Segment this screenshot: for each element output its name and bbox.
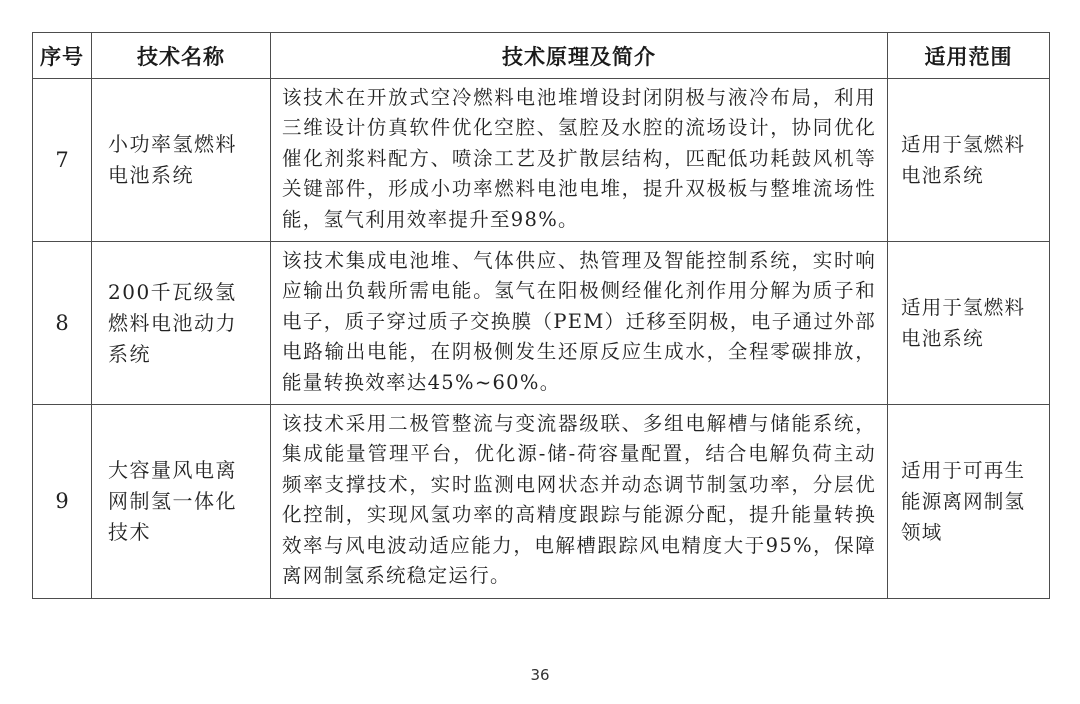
page-number: 36 — [530, 666, 550, 684]
row-scope: 适用于氢燃料电池系统 — [888, 242, 1050, 405]
table-row — [33, 242, 1050, 405]
row-serial-number: 8 — [33, 242, 92, 405]
header-technology-name: 技术名称 — [92, 33, 271, 79]
row-technology-name: 小功率氢燃料电池系统 — [92, 79, 271, 242]
header-scope: 适用范围 — [888, 33, 1050, 79]
row-principle-intro: 该技术在开放式空冷燃料电池堆增设封闭阴极与液冷布局，利用三维设计仿真软件优化空腔、氢腔及水腔的流场设计，协同优化催化剂浆料配方、喷涂工艺及扩散层结构，匹配低功耗鼓风机等关键部件，形成小功率燃料电池电堆，提升双极板与整堆流场性能，氢气利用效率提升至98%。 — [271, 79, 888, 242]
table-header-row — [33, 33, 1050, 79]
table-row — [33, 79, 1050, 242]
row-principle-intro: 该技术采用二极管整流与变流器级联、多组电解槽与储能系统，集成能量管理平台，优化源-储-荷容量配置，结合电解负荷主动频率支撑技术，实时监测电网状态并动态调节制氢功率，分层优化控制，实现风氢功率的高精度跟踪与能源分配，提升能量转换效率与风电波动适应能力，电解槽跟踪风电精度大于95%，保障离网制氢系统稳定运行。 — [271, 405, 888, 598]
header-serial-number: 序号 — [33, 33, 92, 79]
row-technology-name: 大容量风电离网制氢一体化技术 — [92, 405, 271, 598]
table-row — [33, 405, 1050, 598]
row-scope: 适用于可再生能源离网制氢领域 — [888, 405, 1050, 598]
row-technology-name: 200千瓦级氢燃料电池动力系统 — [92, 242, 271, 405]
row-principle-intro: 该技术集成电池堆、气体供应、热管理及智能控制系统，实时响应输出负载所需电能。氢气在阳极侧经催化剂作用分解为质子和电子，质子穿过质子交换膜（PEM）迁移至阴极，电子通过外部电路输出电能，在阴极侧发生还原反应生成水，全程零碳排放，能量转换效率达45%~60%。 — [271, 242, 888, 405]
technology-table — [32, 32, 1050, 599]
row-scope: 适用于氢燃料电池系统 — [888, 79, 1050, 242]
row-serial-number: 7 — [33, 79, 92, 242]
row-serial-number: 9 — [33, 405, 92, 598]
header-principle-intro: 技术原理及简介 — [271, 33, 888, 79]
